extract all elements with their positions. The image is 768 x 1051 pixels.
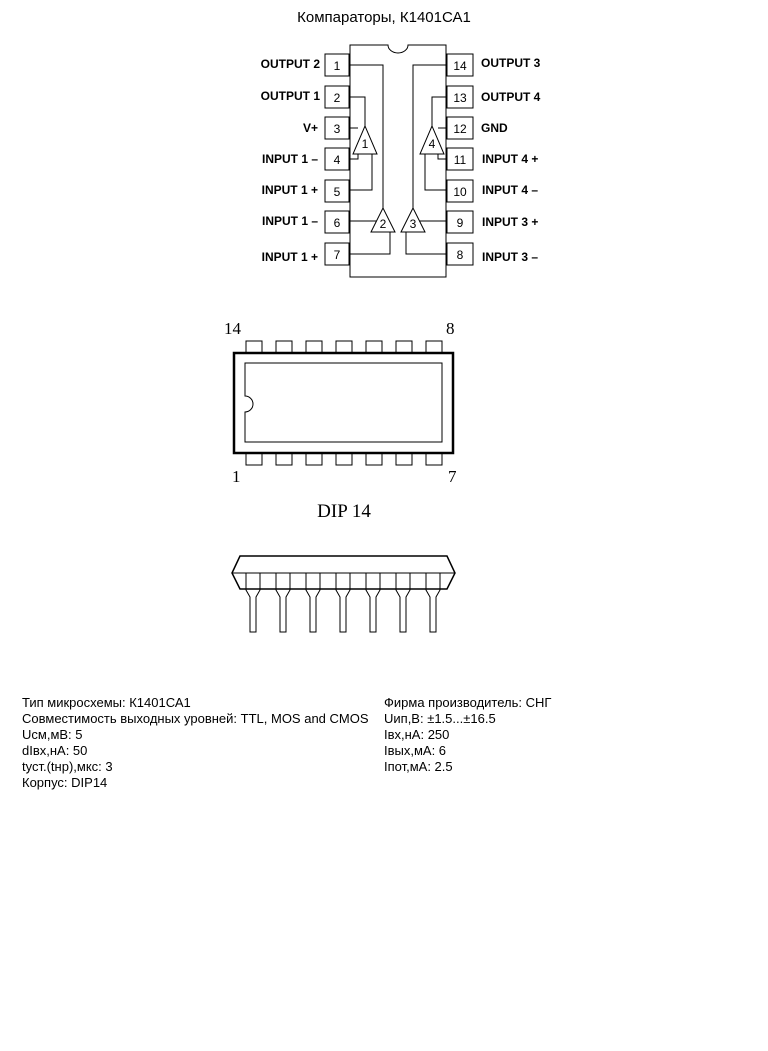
specs-right xyxy=(384,695,551,775)
spec-input-offset-current: dIвх,нА: 50 xyxy=(22,743,88,758)
pin-number: 1 xyxy=(333,59,341,73)
pin-number: 11 xyxy=(453,153,467,167)
pin-number: 7 xyxy=(333,248,341,262)
pin-label: INPUT 4 – xyxy=(482,183,539,197)
pin-label: OUTPUT 1 xyxy=(260,89,320,103)
dip-side-leads xyxy=(246,573,440,632)
corner-pin-14: 14 xyxy=(224,319,241,338)
pin-number: 8 xyxy=(456,248,464,262)
corner-pin-8: 8 xyxy=(446,319,455,338)
specs-left xyxy=(22,695,369,791)
pin-label: OUTPUT 4 xyxy=(481,90,541,104)
page-title: Компараторы, К1401СА1 xyxy=(297,9,471,26)
spec-supply-current: Iпот,мА: 2.5 xyxy=(384,759,453,774)
pin-label: OUTPUT 2 xyxy=(260,57,320,71)
spec-manufacturer: Фирма производитель: СНГ xyxy=(384,695,552,710)
spec-offset-voltage: Uсм,мВ: 5 xyxy=(22,727,83,742)
spec-package: Корпус: DIP14 xyxy=(22,775,108,790)
pin-number: 5 xyxy=(333,185,341,199)
pin-number: 2 xyxy=(333,91,341,105)
pin-label: INPUT 1 – xyxy=(261,152,318,166)
package-name: DIP 14 xyxy=(317,501,371,522)
spec-supply-voltage: Uип,В: ±1.5...±16.5 xyxy=(384,711,496,726)
pin-label: V+ xyxy=(302,121,318,135)
corner-pin-1: 1 xyxy=(232,467,241,486)
comparator-1-label: 1 xyxy=(361,137,369,151)
pin-label: GND xyxy=(481,121,508,135)
dip-top-pins xyxy=(246,341,442,465)
comparator-3-label: 3 xyxy=(409,217,417,231)
pin-number: 4 xyxy=(333,153,341,167)
spec-compatibility: Совместимость выходных уровней: TTL, MOS and CMOS xyxy=(22,711,369,726)
pin-number: 14 xyxy=(453,59,467,73)
pin-label: INPUT 1 – xyxy=(261,214,318,228)
dip-top-view xyxy=(234,341,453,465)
corner-pin-7: 7 xyxy=(448,467,457,486)
pin-label: INPUT 1 + xyxy=(261,183,318,197)
pin-label: INPUT 4 + xyxy=(482,152,539,166)
spec-chip-type: Тип микросхемы: К1401СА1 xyxy=(22,695,191,710)
internal-wiring xyxy=(350,65,446,254)
pin-label: INPUT 1 + xyxy=(261,250,318,264)
pin-number: 12 xyxy=(453,122,467,136)
spec-output-current: Iвых,мА: 6 xyxy=(384,743,447,758)
pin-label: INPUT 3 – xyxy=(482,250,539,264)
ic-body xyxy=(350,45,446,277)
pin-number: 9 xyxy=(456,216,464,230)
pin-label: OUTPUT 3 xyxy=(481,56,541,70)
pin-label: INPUT 3 + xyxy=(482,215,539,229)
comparator-4-label: 4 xyxy=(428,137,436,151)
pin-number: 6 xyxy=(333,216,341,230)
pin-number: 13 xyxy=(453,91,467,105)
dip-side-view xyxy=(232,556,455,632)
comparator-2-label: 2 xyxy=(379,217,387,231)
pin-number: 3 xyxy=(333,122,341,136)
pin-number: 10 xyxy=(453,185,467,199)
spec-response-time: tуст.(tнр),мкс: 3 xyxy=(22,759,113,774)
spec-input-current: Iвх,нА: 250 xyxy=(384,727,450,742)
